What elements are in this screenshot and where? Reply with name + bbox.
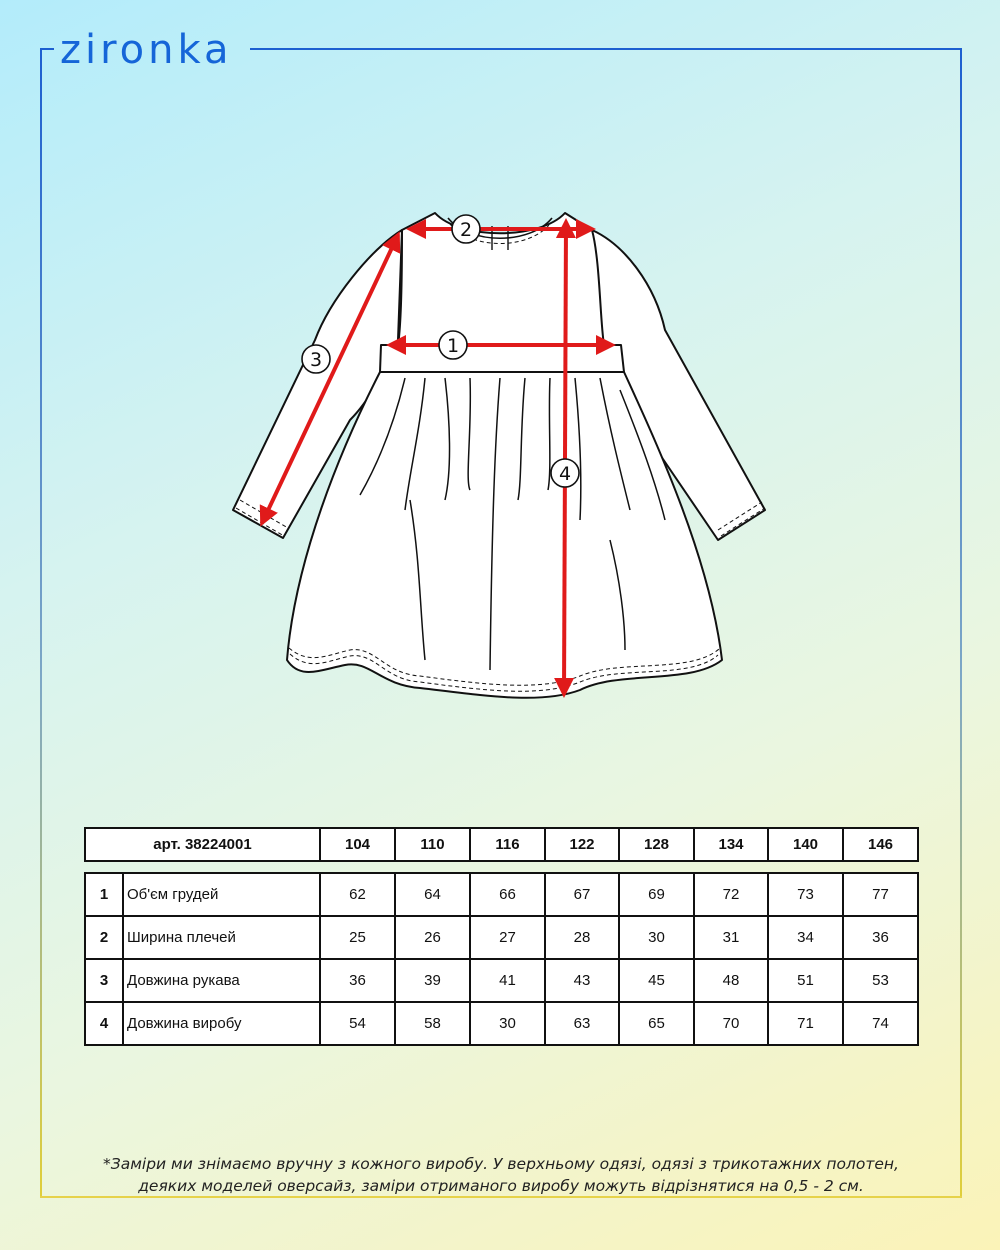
measurement-value: 30 — [619, 916, 694, 959]
size-header: 134 — [694, 828, 768, 861]
measurement-value: 74 — [843, 1002, 918, 1045]
measurement-value: 73 — [768, 873, 843, 916]
measurement-value: 51 — [768, 959, 843, 1002]
svg-text:2: 2 — [459, 219, 473, 241]
size-header: 146 — [843, 828, 918, 861]
measurement-value: 70 — [694, 1002, 768, 1045]
measure-marker-2 — [452, 215, 480, 243]
footnote-line: *Заміри ми знімаємо вручну з кожного виробу. У верхньому одязі, одязі з трикотажних полотен, — [103, 1155, 899, 1173]
measurement-value: 58 — [395, 1002, 470, 1045]
measurement-value: 48 — [694, 959, 768, 1002]
measurement-label: Ширина плечей — [123, 916, 320, 959]
measurement-value: 36 — [843, 916, 918, 959]
waistband — [380, 345, 624, 372]
measurement-value: 77 — [843, 873, 918, 916]
measurement-value: 66 — [470, 873, 545, 916]
frame-border-top-right — [250, 48, 962, 50]
table-row — [85, 916, 918, 959]
size-header: 140 — [768, 828, 843, 861]
measurement-value: 26 — [395, 916, 470, 959]
row-number: 2 — [85, 916, 123, 959]
measure-marker-3 — [302, 345, 330, 373]
measurement-value: 71 — [768, 1002, 843, 1045]
measurement-value: 69 — [619, 873, 694, 916]
measurement-label: Довжина рукава — [123, 959, 320, 1002]
footnote-line: деяких моделей оверсайз, заміри отриманого виробу можуть відрізнятися на 0,5 - 2 см. — [138, 1177, 864, 1195]
size-header: 110 — [395, 828, 470, 861]
measurement-value: 54 — [320, 1002, 395, 1045]
measurement-value: 34 — [768, 916, 843, 959]
size-header: 122 — [545, 828, 619, 861]
measure-arrow-4 — [564, 222, 566, 694]
measure-marker-4 — [551, 459, 579, 487]
svg-text:4: 4 — [558, 463, 572, 485]
frame-border-left — [40, 48, 42, 1198]
size-header: 116 — [470, 828, 545, 861]
measurement-value: 62 — [320, 873, 395, 916]
footnote — [40, 1153, 962, 1197]
article-number: арт. 38224001 — [85, 828, 320, 861]
size-table-header — [84, 827, 919, 862]
measurement-value: 63 — [545, 1002, 619, 1045]
measure-marker-1 — [439, 331, 467, 359]
size-header: 128 — [619, 828, 694, 861]
dress-measurement-diagram — [220, 200, 780, 720]
measurement-value: 64 — [395, 873, 470, 916]
size-header: 104 — [320, 828, 395, 861]
measurement-value: 45 — [619, 959, 694, 1002]
table-row — [85, 959, 918, 1002]
measurement-value: 31 — [694, 916, 768, 959]
measurement-value: 53 — [843, 959, 918, 1002]
svg-text:1: 1 — [446, 335, 460, 357]
measurement-value: 28 — [545, 916, 619, 959]
row-number: 3 — [85, 959, 123, 1002]
table-row — [85, 1002, 918, 1045]
measurement-value: 65 — [619, 1002, 694, 1045]
measurement-value: 43 — [545, 959, 619, 1002]
measurement-value: 36 — [320, 959, 395, 1002]
svg-text:3: 3 — [309, 349, 323, 371]
measurement-value: 27 — [470, 916, 545, 959]
table-header-row — [85, 828, 918, 861]
measurement-value: 41 — [470, 959, 545, 1002]
measurement-label: Об'єм грудей — [123, 873, 320, 916]
measurement-value: 30 — [470, 1002, 545, 1045]
row-number: 1 — [85, 873, 123, 916]
row-number: 4 — [85, 1002, 123, 1045]
measurement-value: 25 — [320, 916, 395, 959]
bodice — [398, 213, 604, 345]
size-table-body — [84, 872, 919, 1046]
table-row — [85, 873, 918, 916]
measurement-value: 72 — [694, 873, 768, 916]
frame-border-top-left — [40, 48, 54, 50]
frame-border-right — [960, 48, 962, 1198]
measurement-value: 67 — [545, 873, 619, 916]
brand-logo: zironka — [60, 27, 233, 73]
measurement-value: 39 — [395, 959, 470, 1002]
measurement-label: Довжина виробу — [123, 1002, 320, 1045]
